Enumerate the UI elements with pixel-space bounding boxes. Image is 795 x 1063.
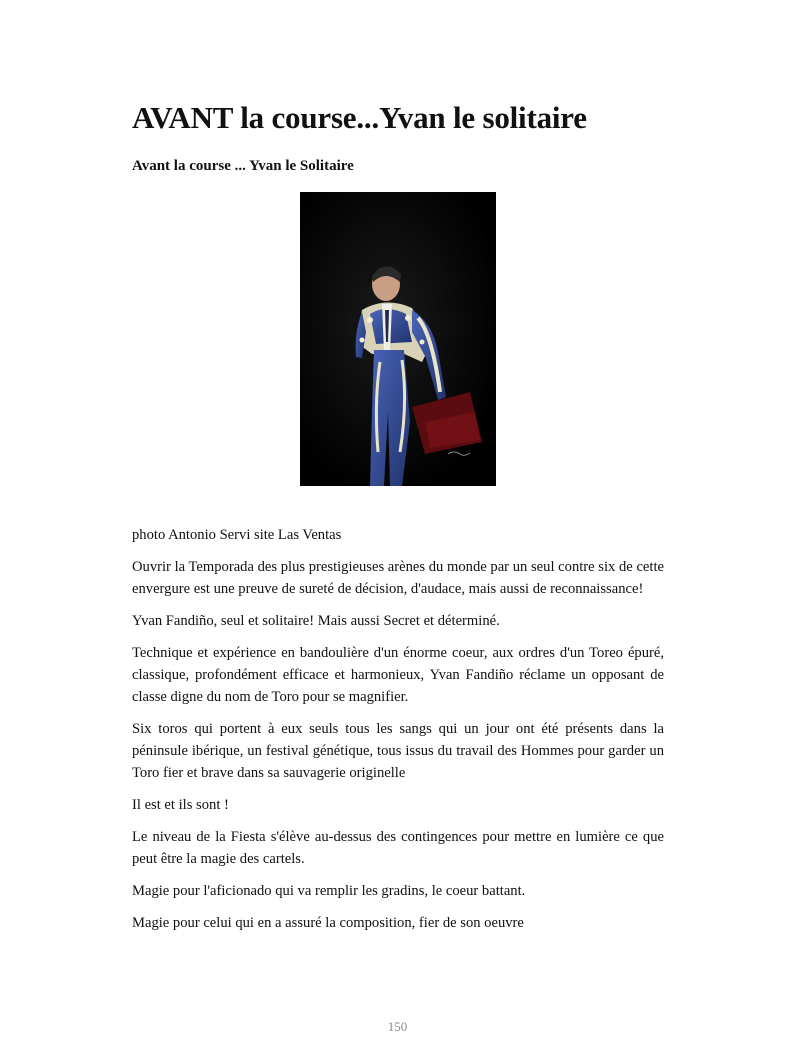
paragraph: Le niveau de la Fiesta s'élève au-dessus des contingences pour mettre en lumière ce que peut être la magie des cartels. bbox=[132, 829, 664, 867]
article-subtitle: Avant la course ... Yvan le Solitaire bbox=[132, 158, 354, 174]
paragraph: Six toros qui portent à eux seuls tous les sangs qui un jour ont été présents dans la péninsule ibérique, un festival génétique, tous issus du travail des Hommes pour garder un Toro fier et brave dans sa sauvagerie originelle bbox=[132, 721, 664, 781]
paragraph: Il est et ils sont ! bbox=[132, 797, 229, 813]
page-number: 150 bbox=[387, 1019, 408, 1034]
page-title: AVANT la course...Yvan le solitaire bbox=[132, 100, 587, 135]
paragraph: Magie pour l'aficionado qui va remplir les gradins, le coeur battant. bbox=[132, 883, 526, 899]
matador-photo bbox=[300, 192, 496, 486]
paragraph: Technique et expérience en bandoulière d'un énorme coeur, aux ordres d'un Toreo épuré, classique, profondément efficace et harmonieux, Yvan Fandiño réclame un opposant de classe digne du nom de Toro pour se magnifier. bbox=[132, 645, 664, 705]
document-page bbox=[132, 98, 664, 934]
paragraph: Ouvrir la Temporada des plus prestigieuses arènes du monde par un seul contre six de cette envergure est une preuve de sureté de décision, d'audace, mais aussi de reconnaissance! bbox=[132, 559, 664, 597]
paragraph: Yvan Fandiño, seul et solitaire! Mais aussi Secret et déterminé. bbox=[132, 613, 500, 629]
photo-caption: photo Antonio Servi site Las Ventas bbox=[132, 527, 342, 543]
matador-illustration bbox=[300, 192, 496, 486]
paragraph: Magie pour celui qui en a assuré la composition, fier de son oeuvre bbox=[132, 915, 524, 931]
